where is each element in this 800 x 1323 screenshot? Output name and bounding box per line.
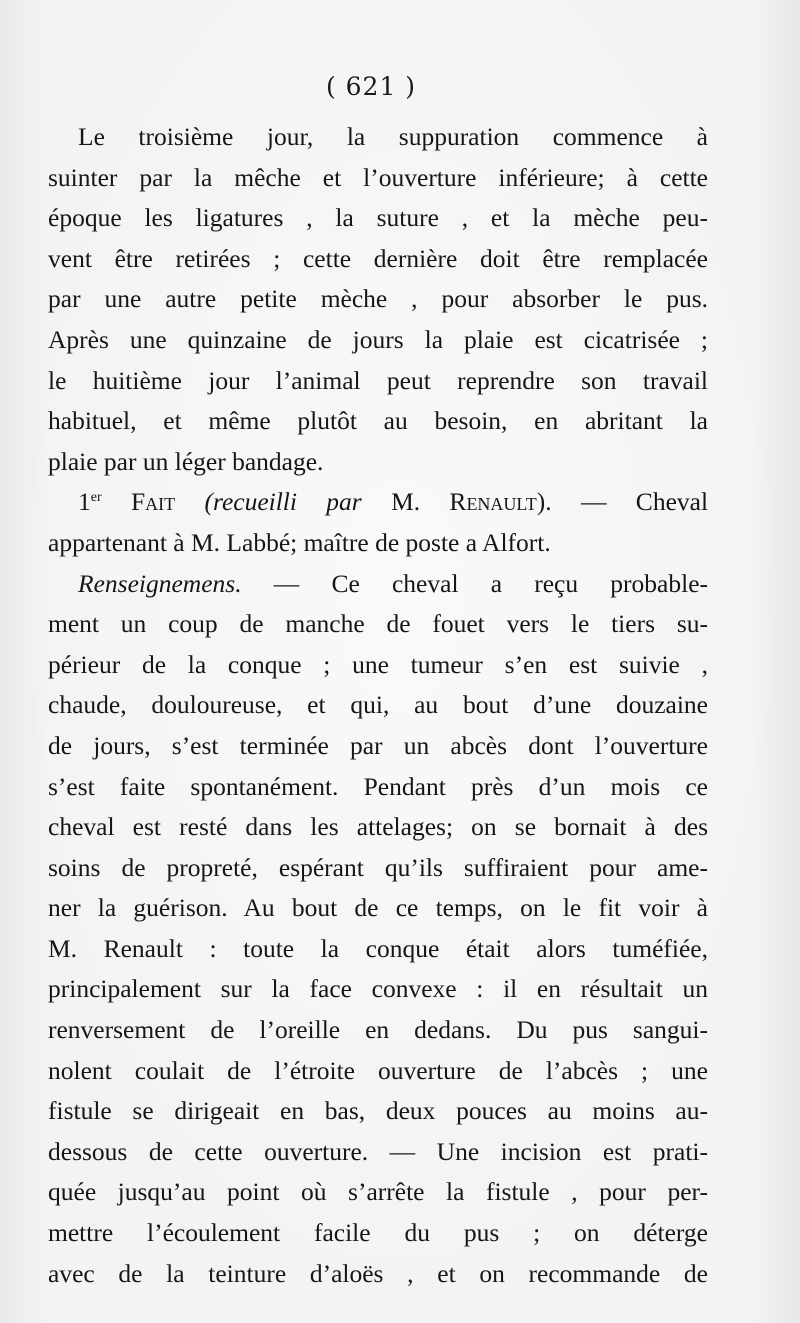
text-line: soins de propreté, espérant qu’ils suffiraient pour ame- [48,852,708,882]
text-line: habituel, et même plutôt au besoin, en abritant la [48,406,708,436]
text-line: cheval est resté dans les attelages; on se bornait à des [48,812,708,842]
text-line: s’est faite spontanément. Pendant près d’un mois ce [48,771,708,801]
text-line: époque les ligatures , la suture , et la mèche peu- [48,203,708,233]
text-line: renversement de l’oreille en dedans. Du pus sangui- [48,1015,708,1045]
text-line: nolent coulait de l’étroite ouverture de l’abcès ; une [48,1055,708,1085]
text-line: périeur de la conque ; une tumeur s’en est suivie , [48,649,708,679]
body-text [48,117,708,1294]
case-ordinal: 1er [78,487,102,517]
case-heading-rest: — Cheval [580,487,709,517]
case-label: Fait [130,487,176,517]
text-line: mettre l’écoulement facile du pus ; on déterge [48,1218,708,1248]
text-line: principalement sur la face convexe : il en résultait un [48,974,708,1004]
text-line: ment un coup de manche de fouet vers le tiers su- [48,609,708,639]
text-line: suinter par la mêche et l’ouverture inférieure; à cette [48,162,708,192]
text-line: Le troisième jour, la suppuration commence à [78,122,708,151]
renseignemens-line [48,564,708,605]
text-line: ner la guérison. Au bout de ce temps, on le fit voir à [48,893,708,923]
text-line: Après une quinzaine de jours la plaie est cicatrisée ; [48,324,708,354]
text-line: dessous de cette ouverture. — Une incision est prati- [48,1136,708,1166]
text-line: plaie par un léger bandage. [48,446,324,476]
case-heading-line [48,482,708,523]
page-number: ( 621 ) [325,72,417,101]
case-collector-prefix: (recueilli par [204,487,362,517]
case-collector-suffix: ). [536,487,552,517]
renseignemens-rest: — Ce cheval a reçu probable- [273,568,708,598]
text-line: le huitième jour l’animal peut reprendre son travail [48,365,708,395]
text-line: quée jusqu’au point où s’arrête la fistule , pour per- [48,1177,708,1207]
case-collector-name: M. Renault [391,487,537,517]
text-line: vent être retirées ; cette dernière doit être remplacée [48,243,708,273]
text-line: M. Renault : toute la conque était alors tuméfiée, [48,933,708,963]
renseignemens-label: Renseignemens. [78,568,242,598]
text-line: fistule se dirigeait en bas, deux pouces au moins au- [48,1096,708,1126]
text-line: de jours, s’est terminée par un abcès dont l’ouverture [48,730,708,760]
text-line: chaude, douloureuse, et qui, au bout d’une douzaine [48,690,708,720]
text-line: avec de la teinture d’aloës , et on recommande de [48,1258,708,1288]
text-line: par une autre petite mèche , pour absorber le pus. [48,284,708,314]
text-line: appartenant à M. Labbé; maître de poste a Alfort. [48,527,551,557]
